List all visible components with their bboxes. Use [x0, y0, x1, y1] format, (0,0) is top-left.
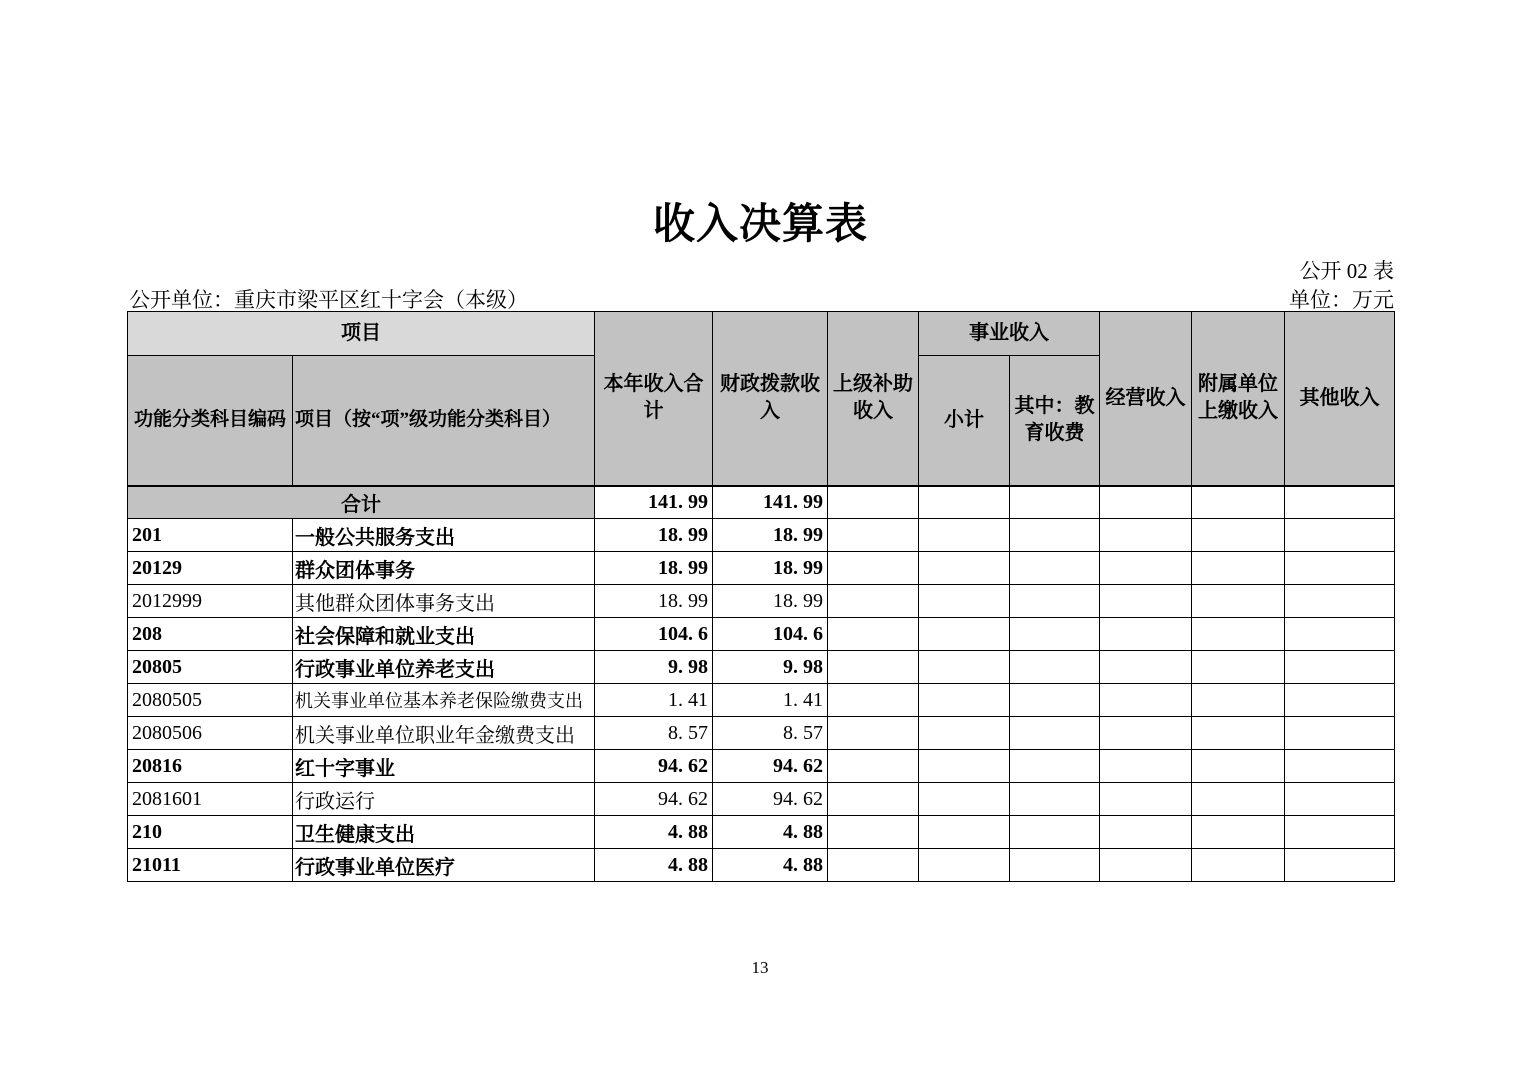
cell-business-subtotal — [919, 783, 1010, 816]
cell-item-name: 行政事业单位养老支出 — [293, 651, 595, 684]
cell-fiscal-appropriation: 141. 99 — [713, 486, 828, 519]
cell-function-code: 2080506 — [128, 717, 293, 750]
cell-function-code: 21011 — [128, 849, 293, 882]
header-other-income: 其他收入 — [1285, 312, 1395, 486]
cell-superior-subsidy — [828, 816, 919, 849]
cell-other-income — [1285, 783, 1395, 816]
header-total-income: 本年收入合计 — [595, 312, 713, 486]
cell-fiscal-appropriation: 4. 88 — [713, 816, 828, 849]
cell-superior-subsidy — [828, 684, 919, 717]
page-number: 13 — [751, 958, 769, 977]
cell-affiliated-remit — [1192, 849, 1285, 882]
cell-other-income — [1285, 519, 1395, 552]
cell-total-income: 18. 99 — [595, 585, 713, 618]
cell-other-income — [1285, 816, 1395, 849]
cell-total-income: 4. 88 — [595, 816, 713, 849]
header-education-fee: 其中：教育收费 — [1010, 356, 1100, 486]
header-subtotal: 小计 — [919, 356, 1010, 486]
cell-affiliated-remit — [1192, 585, 1285, 618]
cell-total-income: 4. 88 — [595, 849, 713, 882]
cell-other-income — [1285, 750, 1395, 783]
cell-function-code: 20805 — [128, 651, 293, 684]
cell-operating-income — [1100, 849, 1192, 882]
cell-education-fee — [1010, 684, 1100, 717]
cell-item-name: 行政事业单位医疗 — [293, 849, 595, 882]
cell-operating-income — [1100, 552, 1192, 585]
cell-total-income: 1. 41 — [595, 684, 713, 717]
cell-operating-income — [1100, 816, 1192, 849]
cell-other-income — [1285, 684, 1395, 717]
cell-business-subtotal — [919, 684, 1010, 717]
cell-education-fee — [1010, 552, 1100, 585]
cell-fiscal-appropriation: 18. 99 — [713, 585, 828, 618]
cell-operating-income — [1100, 684, 1192, 717]
cell-other-income — [1285, 585, 1395, 618]
cell-function-code: 2081601 — [128, 783, 293, 816]
cell-other-income — [1285, 651, 1395, 684]
cell-education-fee — [1010, 651, 1100, 684]
cell-business-subtotal — [919, 750, 1010, 783]
cell-item-name: 社会保障和就业支出 — [293, 618, 595, 651]
cell-function-code: 2080505 — [128, 684, 293, 717]
cell-education-fee — [1010, 585, 1100, 618]
cell-total-income: 104. 6 — [595, 618, 713, 651]
cell-affiliated-remit — [1192, 717, 1285, 750]
cell-superior-subsidy — [828, 849, 919, 882]
cell-affiliated-remit — [1192, 651, 1285, 684]
cell-education-fee — [1010, 717, 1100, 750]
cell-superior-subsidy — [828, 750, 919, 783]
table-body — [128, 486, 1395, 882]
table-row — [128, 684, 1395, 717]
cell-superior-subsidy — [828, 717, 919, 750]
cell-affiliated-remit — [1192, 552, 1285, 585]
cell-superior-subsidy — [828, 552, 919, 585]
cell-operating-income — [1100, 618, 1192, 651]
cell-education-fee — [1010, 519, 1100, 552]
cell-business-subtotal — [919, 717, 1010, 750]
cell-superior-subsidy — [828, 651, 919, 684]
cell-affiliated-remit — [1192, 783, 1285, 816]
cell-fiscal-appropriation: 18. 99 — [713, 552, 828, 585]
cell-total-income: 8. 57 — [595, 717, 713, 750]
cell-business-subtotal — [919, 849, 1010, 882]
cell-item-name: 行政运行 — [293, 783, 595, 816]
cell-item-name: 群众团体事务 — [293, 552, 595, 585]
table-row — [128, 750, 1395, 783]
header-function-code: 功能分类科目编码 — [128, 356, 293, 486]
cell-superior-subsidy — [828, 519, 919, 552]
cell-function-code: 201 — [128, 519, 293, 552]
header-project-group: 项目 — [128, 312, 595, 356]
cell-education-fee — [1010, 618, 1100, 651]
cell-superior-subsidy — [828, 618, 919, 651]
cell-education-fee — [1010, 816, 1100, 849]
header-operating-income: 经营收入 — [1100, 312, 1192, 486]
cell-operating-income — [1100, 519, 1192, 552]
cell-superior-subsidy — [828, 486, 919, 519]
cell-business-subtotal — [919, 552, 1010, 585]
cell-business-subtotal — [919, 585, 1010, 618]
cell-operating-income — [1100, 651, 1192, 684]
cell-fiscal-appropriation: 104. 6 — [713, 618, 828, 651]
cell-item-name: 机关事业单位职业年金缴费支出 — [293, 717, 595, 750]
table-row — [128, 783, 1395, 816]
cell-business-subtotal — [919, 816, 1010, 849]
cell-affiliated-remit — [1192, 816, 1285, 849]
cell-operating-income — [1100, 750, 1192, 783]
header-superior-subsidy: 上级补助收入 — [828, 312, 919, 486]
cell-total-income: 18. 99 — [595, 519, 713, 552]
cell-affiliated-remit — [1192, 519, 1285, 552]
cell-business-subtotal — [919, 519, 1010, 552]
table-row — [128, 552, 1395, 585]
header-fiscal-appropriation: 财政拨款收入 — [713, 312, 828, 486]
table-row — [128, 618, 1395, 651]
cell-fiscal-appropriation: 1. 41 — [713, 684, 828, 717]
cell-education-fee — [1010, 750, 1100, 783]
cell-other-income — [1285, 486, 1395, 519]
cell-superior-subsidy — [828, 783, 919, 816]
header-business-income-group: 事业收入 — [919, 312, 1100, 356]
cell-operating-income — [1100, 585, 1192, 618]
cell-total-income: 9. 98 — [595, 651, 713, 684]
cell-education-fee — [1010, 849, 1100, 882]
cell-operating-income — [1100, 486, 1192, 519]
cell-total-income: 18. 99 — [595, 552, 713, 585]
cell-business-subtotal — [919, 651, 1010, 684]
cell-total-income: 94. 62 — [595, 783, 713, 816]
income-statement-table — [127, 311, 1395, 882]
cell-education-fee — [1010, 783, 1100, 816]
cell-fiscal-appropriation: 8. 57 — [713, 717, 828, 750]
table-row — [128, 519, 1395, 552]
cell-item-name: 一般公共服务支出 — [293, 519, 595, 552]
cell-other-income — [1285, 849, 1395, 882]
cell-affiliated-remit — [1192, 618, 1285, 651]
table-row — [128, 585, 1395, 618]
page-title: 收入决算表 — [652, 202, 868, 248]
cell-superior-subsidy — [828, 585, 919, 618]
table-row-total — [128, 486, 1395, 519]
cell-total-income: 141. 99 — [595, 486, 713, 519]
cell-item-name: 红十字事业 — [293, 750, 595, 783]
cell-fiscal-appropriation: 94. 62 — [713, 783, 828, 816]
cell-affiliated-remit — [1192, 750, 1285, 783]
cell-item-name: 卫生健康支出 — [293, 816, 595, 849]
cell-other-income — [1285, 552, 1395, 585]
cell-item-name: 其他群众团体事务支出 — [293, 585, 595, 618]
cell-function-code: 20816 — [128, 750, 293, 783]
total-row-label: 合计 — [128, 486, 595, 519]
header-affiliated-remit: 附属单位上缴收入 — [1192, 312, 1285, 486]
cell-function-code: 210 — [128, 816, 293, 849]
cell-fiscal-appropriation: 9. 98 — [713, 651, 828, 684]
cell-other-income — [1285, 618, 1395, 651]
cell-affiliated-remit — [1192, 684, 1285, 717]
cell-operating-income — [1100, 717, 1192, 750]
cell-fiscal-appropriation: 94. 62 — [713, 750, 828, 783]
table-row — [128, 717, 1395, 750]
cell-business-subtotal — [919, 486, 1010, 519]
unit-of-measure-label: 单位：万元 — [1289, 288, 1394, 312]
cell-fiscal-appropriation: 4. 88 — [713, 849, 828, 882]
cell-total-income: 94. 62 — [595, 750, 713, 783]
cell-education-fee — [1010, 486, 1100, 519]
cell-function-code: 208 — [128, 618, 293, 651]
cell-fiscal-appropriation: 18. 99 — [713, 519, 828, 552]
cell-business-subtotal — [919, 618, 1010, 651]
header-item-by-level: 项目（按“项”级功能分类科目） — [293, 356, 595, 486]
cell-item-name: 机关事业单位基本养老保险缴费支出 — [293, 684, 595, 717]
cell-function-code: 2012999 — [128, 585, 293, 618]
cell-function-code: 20129 — [128, 552, 293, 585]
cell-other-income — [1285, 717, 1395, 750]
cell-affiliated-remit — [1192, 486, 1285, 519]
table-code-label: 公开 02 表 — [1299, 259, 1394, 283]
cell-operating-income — [1100, 783, 1192, 816]
public-unit-label: 公开单位：重庆市梁平区红十字会（本级） — [129, 288, 528, 312]
table-row — [128, 849, 1395, 882]
table-header — [128, 312, 1395, 486]
table-row — [128, 816, 1395, 849]
table-row — [128, 651, 1395, 684]
